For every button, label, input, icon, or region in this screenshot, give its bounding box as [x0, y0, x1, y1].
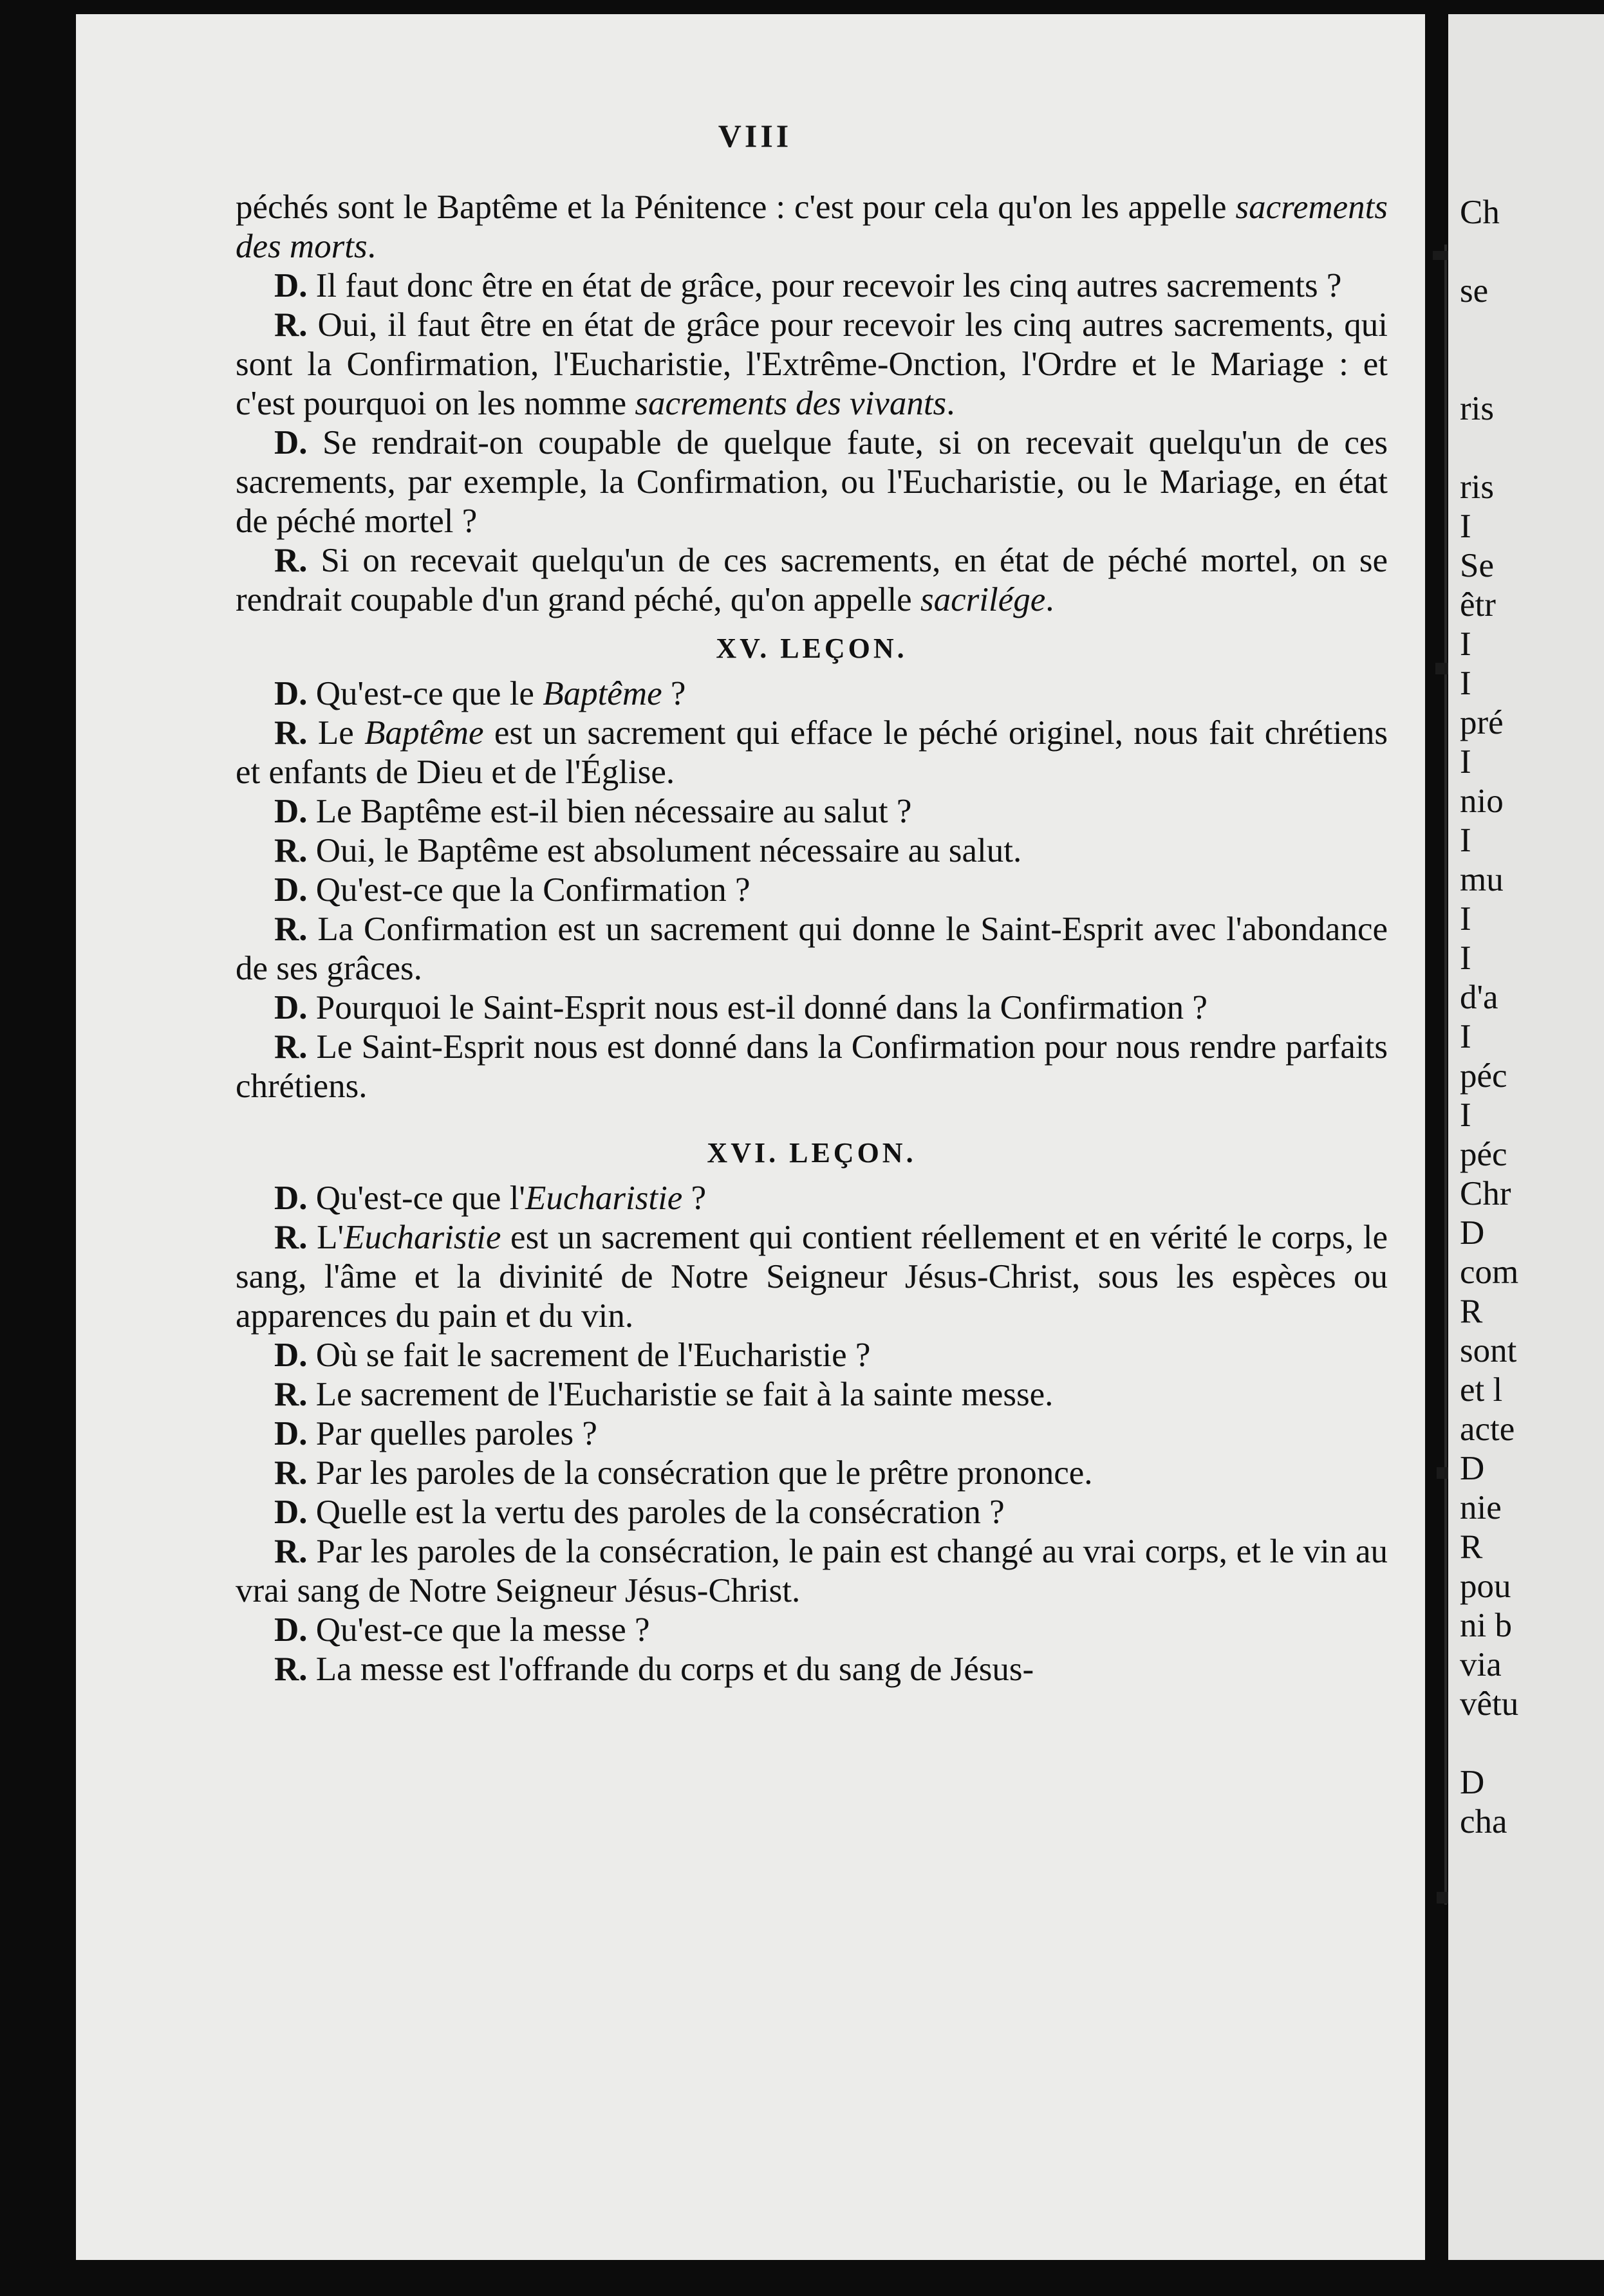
answer: R. La messe est l'offrande du corps et du sang de Jésus- [274, 1651, 1034, 1688]
question: D. Où se fait le sacrement de l'Eucharistie ? [274, 1337, 871, 1374]
question: D. Par quelles paroles ? [274, 1415, 597, 1452]
question: D. Qu'est-ce que le Baptême ? [274, 675, 686, 712]
question: D. Qu'est-ce que l'Eucharistie ? [274, 1180, 707, 1217]
answer: R. Oui, le Baptême est absolument nécessaire au salut. [274, 832, 1022, 869]
answer: R. Par les paroles de la consécration que le prêtre prononce. [274, 1454, 1093, 1492]
answer: R. Le Saint-Esprit nous est donné dans la Confirmation pour nous rendre parfaits chrétiens. [236, 1028, 1388, 1105]
lesson-heading: XV. LEÇON. [716, 633, 908, 664]
answer: R. Si on recevait quelqu'un de ces sacrements, en état de péché mortel, on se rendrait coupable d'un grand péché, qu'on appelle sacrilége. [236, 542, 1388, 618]
question: D. Qu'est-ce que la messe ? [274, 1611, 650, 1649]
right-page-fragments: Ch se ris ris I Se êtr I I pré I nio I mu I I d'a I péc I péc Chr D com R sont et l acte D nie R pou ni b via vêtu D cha [1460, 194, 1519, 1840]
answer: R. L'Eucharistie est un sacrement qui contient réellement et en vérité le corps, le sang, l'âme et la divinité de Notre Seigneur Jésus-Christ, sous les espèces ou apparences du pain et du vin. [236, 1219, 1388, 1335]
question: D. Le Baptême est-il bien nécessaire au salut ? [274, 793, 912, 830]
question: D. Il faut donc être en état de grâce, pour recevoir les cinq autres sacrements ? [274, 267, 1342, 304]
question: D. Pourquoi le Saint-Esprit nous est-il donné dans la Confirmation ? [274, 989, 1208, 1026]
question: D. Quelle est la vertu des paroles de la consécration ? [274, 1494, 1005, 1531]
question: D. Se rendrait-on coupable de quelque faute, si on recevait quelqu'un de ces sacrements, par exemple, la Confirmation, ou l'Eucharistie, ou le Mariage, en état de péché mortel ? [236, 424, 1388, 540]
page-number: VIII [718, 118, 792, 154]
answer: R. Oui, il faut être en état de grâce pour recevoir les cinq autres sacrements, qui sont la Confirmation, l'Eucharistie, l'Extrême-Onction, l'Ordre et le Mariage : et c'est pourquoi on les nomme sacrements des vivants. [236, 306, 1388, 422]
lesson-heading: XVI. LEÇON. [707, 1137, 917, 1169]
answer: R. Le sacrement de l'Eucharistie se fait à la sainte messe. [274, 1376, 1054, 1413]
gutter-rule [1444, 245, 1447, 1905]
question: D. Qu'est-ce que la Confirmation ? [274, 871, 751, 909]
answer: R. Par les paroles de la consécration, le pain est changé au vrai corps, et le vin au vrai sang de Notre Seigneur Jésus-Christ. [236, 1533, 1388, 1609]
page-body [236, 188, 1388, 1689]
left-page [76, 14, 1434, 2260]
paragraph: péchés sont le Baptême et la Pénitence : c'est pour cela qu'on les appelle sacrements des morts. [236, 189, 1388, 265]
answer: R. La Confirmation est un sacrement qui donne le Saint-Esprit avec l'abondance de ses grâces. [236, 911, 1388, 987]
answer: R. Le Baptême est un sacrement qui efface le péché originel, nous fait chrétiens et enfants de Dieu et de l'Église. [236, 714, 1388, 791]
